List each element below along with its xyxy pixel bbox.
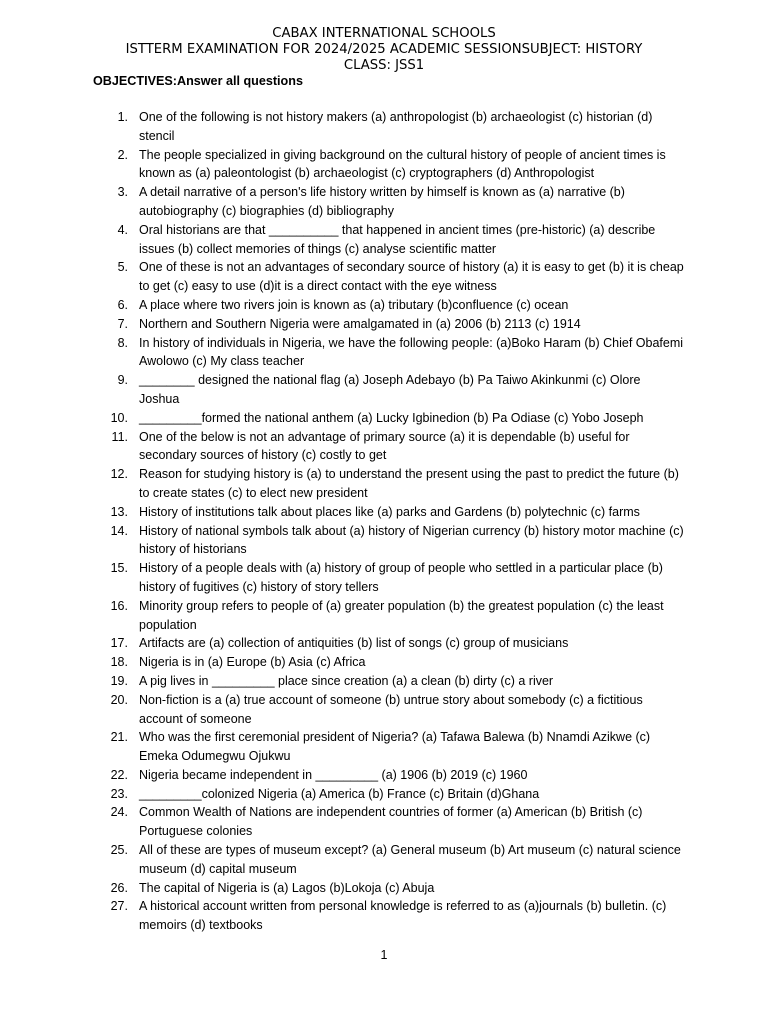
question-text: Nigeria is in (a) Europe (b) Asia (c) Africa	[139, 655, 366, 670]
question-number: 21.	[110, 730, 128, 745]
question-text: One of the following is not history makers (a) anthropologist (b) archaeologist (c) historian (d) stencil	[139, 110, 653, 143]
question-number: 23.	[110, 786, 128, 801]
question-item	[104, 691, 684, 729]
question-text: Minority group refers to people of (a) greater population (b) the greatest population (c) the least population	[139, 598, 664, 632]
question-item	[104, 296, 684, 315]
question-number: 7.	[117, 316, 128, 331]
question-item	[104, 183, 684, 221]
question-number: 16.	[110, 598, 128, 613]
question-item	[104, 766, 684, 785]
question-text: _________formed the national anthem (a) Lucky Igbinedion (b) Pa Odiase (c) Yobo Joseph	[139, 410, 644, 425]
question-number: 12.	[110, 467, 128, 482]
question-text: One of these is not an advantages of secondary source of history (a) it is easy to get (b) it is cheap to get (c) easy to use (d)it is a direct contact with the eye witness	[139, 260, 684, 294]
question-item	[104, 371, 684, 409]
question-text: A pig lives in _________ place since creation (a) a clean (b) dirty (c) a river	[139, 673, 554, 688]
question-text: A place where two rivers join is known as (a) tributary (b)confluence (c) ocean	[139, 297, 569, 312]
question-text: History of institutions talk about places like (a) parks and Gardens (b) polytechnic (c) farms	[139, 504, 640, 519]
question-text: Northern and Southern Nigeria were amalgamated in (a) 2006 (b) 2113 (c) 1914	[139, 316, 581, 331]
document-header	[0, 26, 768, 74]
question-text: History of a people deals with (a) history of group of people who settled in a particular place (b) history of fugitives (c) history of story tellers	[139, 561, 663, 594]
question-text: Common Wealth of Nations are independent countries of former (a) American (b) British (c) Portuguese colonies	[139, 805, 643, 839]
question-text: Oral historians are that __________ that happened in ancient times (pre-historic) (a) describe issues (b) collect memories of things (c) analyse scientific matter	[139, 222, 656, 256]
question-number: 20.	[110, 692, 128, 707]
class-label: CLASS: JSS1	[343, 58, 425, 73]
question-number: 4.	[117, 222, 128, 237]
question-item	[104, 146, 684, 184]
question-number: 8.	[117, 335, 128, 350]
question-number: 22.	[110, 767, 128, 782]
question-item	[104, 409, 684, 428]
question-item	[104, 634, 684, 653]
question-item	[104, 503, 684, 522]
question-item	[104, 221, 684, 259]
exam-title: ISTTERM EXAMINATION FOR 2024/2025 ACADEMIC SESSIONSUBJECT: HISTORY	[125, 42, 643, 57]
question-item	[104, 672, 684, 691]
question-item	[104, 334, 684, 372]
question-text: Reason for studying history is (a) to understand the present using the past to predict the future (b) to create states (c) to elect new president	[139, 467, 679, 500]
question-item	[104, 108, 684, 146]
school-name: CABAX INTERNATIONAL SCHOOLS	[272, 26, 496, 41]
question-text: The capital of Nigeria is (a) Lagos (b)Lokoja (c) Abuja	[139, 880, 435, 895]
question-number: 10.	[110, 410, 128, 425]
question-text: Non-fiction is a (a) true account of someone (b) untrue story about somebody (c) a fictitious account of someone	[139, 692, 643, 726]
question-number: 5.	[117, 260, 128, 275]
question-text: Nigeria became independent in _________ (a) 1906 (b) 2019 (c) 1960	[139, 767, 528, 782]
question-text: History of national symbols talk about (a) history of Nigerian currency (b) history motor machine (c) history of historians	[139, 523, 684, 557]
question-item	[104, 653, 684, 672]
question-number: 26.	[110, 880, 128, 895]
question-item	[104, 428, 684, 466]
question-number: 19.	[110, 673, 128, 688]
page-number: 1	[380, 948, 388, 962]
question-text: A detail narrative of a person's life history written by himself is known as (a) narrative (b) autobiography (c) biographies (d) bibliography	[139, 185, 625, 218]
question-text: Artifacts are (a) collection of antiquities (b) list of songs (c) group of musicians	[139, 636, 569, 651]
question-number: 15.	[110, 561, 128, 576]
question-item	[104, 728, 684, 766]
question-item	[104, 597, 684, 635]
question-item	[104, 841, 684, 879]
question-item	[104, 522, 684, 560]
question-text: Who was the first ceremonial president of Nigeria? (a) Tafawa Balewa (b) Nnamdi Azikwe (c) Emeka Odumegwu Ojukwu	[139, 730, 651, 764]
question-item	[104, 785, 684, 804]
question-number: 9.	[117, 373, 128, 388]
question-text: ________ designed the national flag (a) Joseph Adebayo (b) Pa Taiwo Akinkunmi (c) Olore Joshua	[139, 373, 641, 406]
question-text: In history of individuals in Nigeria, we have the following people: (a)Boko Haram (b) Chief Obafemi Awolowo (c) My class teacher	[139, 335, 684, 369]
question-text: The people specialized in giving background on the cultural history of people of ancient times is known as (a) paleontologist (b) archaeologist (c) cryptographers (d) Anthropologist	[139, 147, 666, 181]
question-item	[104, 465, 684, 503]
question-text: All of these are types of museum except? (a) General museum (b) Art museum (c) natural science museum (d) capital museum	[139, 843, 681, 876]
question-text: A historical account written from personal knowledge is referred to as (a)journals (b) bulletin. (c) memoirs (d) textbooks	[139, 899, 667, 933]
question-number: 24.	[110, 805, 128, 820]
question-item	[104, 258, 684, 296]
question-item	[104, 879, 684, 898]
question-number: 3.	[117, 185, 128, 200]
question-number: 14.	[110, 523, 128, 538]
question-number: 27.	[110, 899, 128, 914]
question-number: 25.	[110, 843, 128, 858]
question-number: 2.	[117, 147, 128, 162]
question-number: 1.	[117, 110, 128, 124]
objectives-heading: OBJECTIVES:Answer all questions	[93, 74, 303, 88]
question-number: 13.	[110, 504, 128, 519]
question-number: 11.	[111, 429, 128, 444]
question-text: _________colonized Nigeria (a) America (b) France (c) Britain (d)Ghana	[139, 786, 540, 801]
question-number: 18.	[110, 655, 128, 670]
question-item	[104, 559, 684, 597]
question-item	[104, 315, 684, 334]
question-text: One of the below is not an advantage of primary source (a) it is dependable (b) useful for secondary sources of history (c) costly to get	[139, 429, 630, 463]
question-number: 17.	[110, 636, 128, 651]
question-list	[104, 108, 684, 935]
question-number: 6.	[117, 297, 128, 312]
question-item	[104, 803, 684, 841]
question-item	[104, 897, 684, 935]
